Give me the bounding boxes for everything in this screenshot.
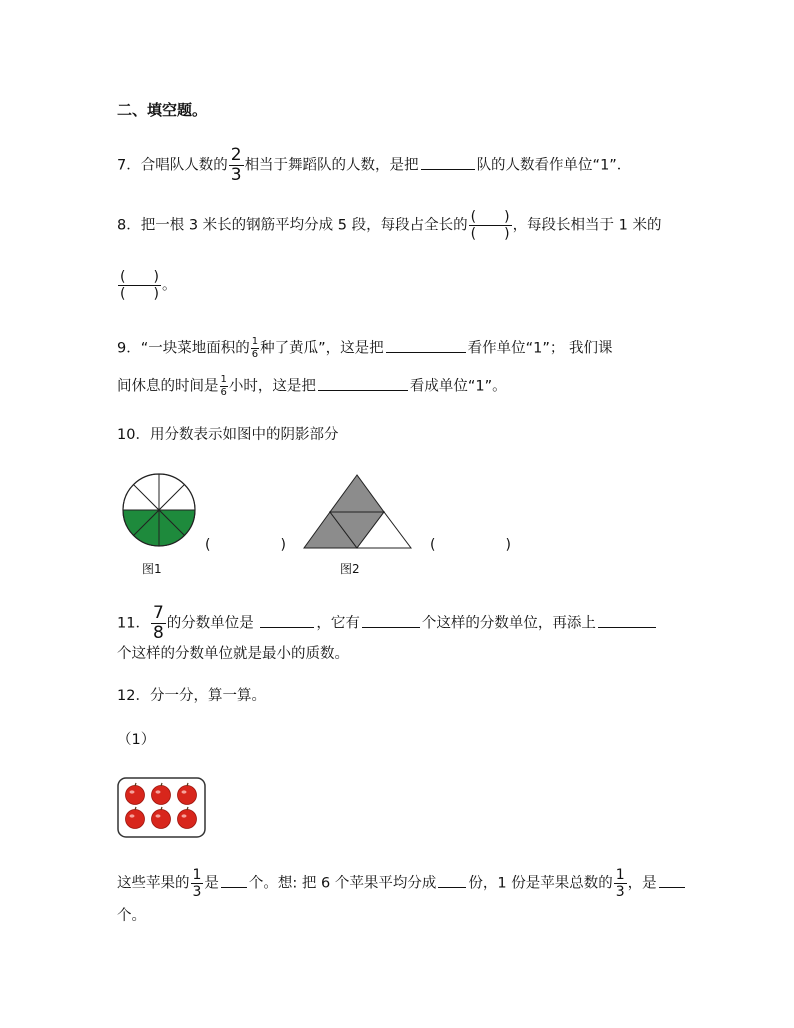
- q12-frac1-denominator: 3: [192, 884, 202, 900]
- q12-fraction-1: [191, 868, 204, 899]
- fig2-triangle-diagram: [302, 472, 414, 550]
- q11-text-b: ，它有: [316, 615, 360, 632]
- q7-text-a: 合唱队人数的: [140, 157, 228, 174]
- q7-frac-denominator: 3: [230, 165, 242, 185]
- q12-text: 分一分，算一算。: [149, 688, 266, 704]
- fig2-answer-blank[interactable]: ( ): [430, 537, 525, 553]
- q12-line-b: 是: [204, 875, 219, 892]
- question-9-cont: [117, 375, 507, 398]
- q8-number: 8．: [117, 217, 141, 234]
- q8-fraction-blank-2[interactable]: [118, 270, 161, 301]
- q11-text-a: 的分数单位是: [166, 615, 259, 632]
- q9-text-b: 种了黄瓜”，这是把: [260, 340, 384, 357]
- q11-fraction: [151, 605, 166, 642]
- fig1-answer-blank[interactable]: ( ): [205, 537, 300, 553]
- q11-text-d: 个这样的分数单位就是最小的质数。: [117, 646, 349, 662]
- q9-text-c: 看作单位“1”； 我们课: [467, 340, 613, 357]
- q11-text-c: 个这样的分数单位，再添上: [421, 615, 596, 632]
- q9-number: 9．: [117, 340, 141, 357]
- q9-frac2-numerator: 1: [220, 374, 227, 385]
- q12-line-2: 个。: [117, 908, 146, 924]
- q9-frac1-numerator: 1: [251, 336, 259, 347]
- q12-blank-2[interactable]: [438, 873, 466, 888]
- q8-frac2-denominator: ( ): [120, 286, 159, 302]
- q9-text-e: 小时，这是把: [228, 378, 316, 395]
- q12-line-1: [117, 868, 687, 899]
- q12-line-c: 个。想: 把 6 个苹果平均分成: [248, 875, 437, 892]
- q12-line-a: 这些苹果的: [117, 875, 190, 892]
- fig2-caption: 图2: [340, 562, 360, 576]
- apples-picture: [117, 777, 207, 839]
- q9-text-f: 看成单位“1”。: [409, 378, 507, 395]
- q8-frac2-numerator: ( ): [120, 269, 159, 285]
- q9-fraction-2: [220, 375, 228, 398]
- q7-number: 7．: [117, 157, 141, 174]
- section-title: 二、填空题。: [117, 101, 208, 119]
- q11-frac-denominator: 8: [152, 623, 164, 643]
- q9-frac2-denominator: 6: [220, 387, 227, 398]
- question-10: [117, 425, 338, 445]
- q12-blank-1[interactable]: [221, 873, 247, 888]
- q10-text: 用分数表示如图中的阴影部分: [149, 427, 339, 443]
- q10-number: 10．: [117, 427, 150, 443]
- question-8: [117, 210, 662, 241]
- q11-blank-1[interactable]: [260, 613, 314, 628]
- q12-frac1-numerator: 1: [192, 867, 202, 883]
- question-8-cont: [117, 270, 176, 301]
- fig1-circle-diagram: [117, 472, 201, 548]
- q8-text-a: 把一根 3 米长的钢筋平均分成 5 段，每段占全长的: [140, 217, 468, 234]
- question-12: [117, 686, 266, 706]
- question-9: [117, 337, 613, 360]
- q12-line-e: ，是: [627, 875, 657, 892]
- fig1-caption: 图1: [142, 562, 162, 576]
- q11-blank-3[interactable]: [598, 613, 656, 628]
- question-7: [117, 147, 631, 184]
- q8-frac1-numerator: ( ): [470, 209, 510, 225]
- q8-fraction-blank-1[interactable]: [469, 210, 512, 241]
- q9-blank-2[interactable]: [318, 376, 408, 391]
- q9-blank-1[interactable]: [386, 338, 466, 353]
- q12-blank-3[interactable]: [659, 873, 685, 888]
- q7-frac-numerator: 2: [230, 145, 242, 165]
- q8-end: 。: [161, 277, 177, 294]
- q12-fraction-2: [614, 868, 627, 899]
- q11-number: 11．: [117, 615, 150, 632]
- q9-text-d: 间休息的时间是: [117, 378, 219, 395]
- q11-blank-2[interactable]: [362, 613, 420, 628]
- question-11-cont: [117, 644, 349, 664]
- q9-text-a: “一块菜地面积的: [140, 340, 250, 357]
- q12-line-d: 份，1 份是苹果总数的: [468, 875, 613, 892]
- q7-text-b: 相当于舞蹈队的人数，是把: [244, 157, 419, 174]
- question-11: [117, 605, 658, 642]
- q9-frac1-denominator: 6: [251, 349, 259, 360]
- q11-frac-numerator: 7: [152, 603, 164, 623]
- q12-frac2-numerator: 1: [615, 867, 625, 883]
- q12-frac2-denominator: 3: [615, 884, 625, 900]
- q7-fraction: [229, 147, 244, 184]
- q12-sub-label: （1）: [117, 732, 156, 748]
- q8-text-b: ，每段长相当于 1 米的: [512, 217, 662, 234]
- q7-text-c: 队的人数看作单位“1”．: [476, 157, 632, 174]
- q9-fraction-1: [251, 337, 259, 360]
- q12-number: 12．: [117, 688, 150, 704]
- q7-blank[interactable]: [421, 155, 475, 170]
- q8-frac1-denominator: ( ): [470, 226, 510, 242]
- fig2-top-triangle: [330, 475, 384, 512]
